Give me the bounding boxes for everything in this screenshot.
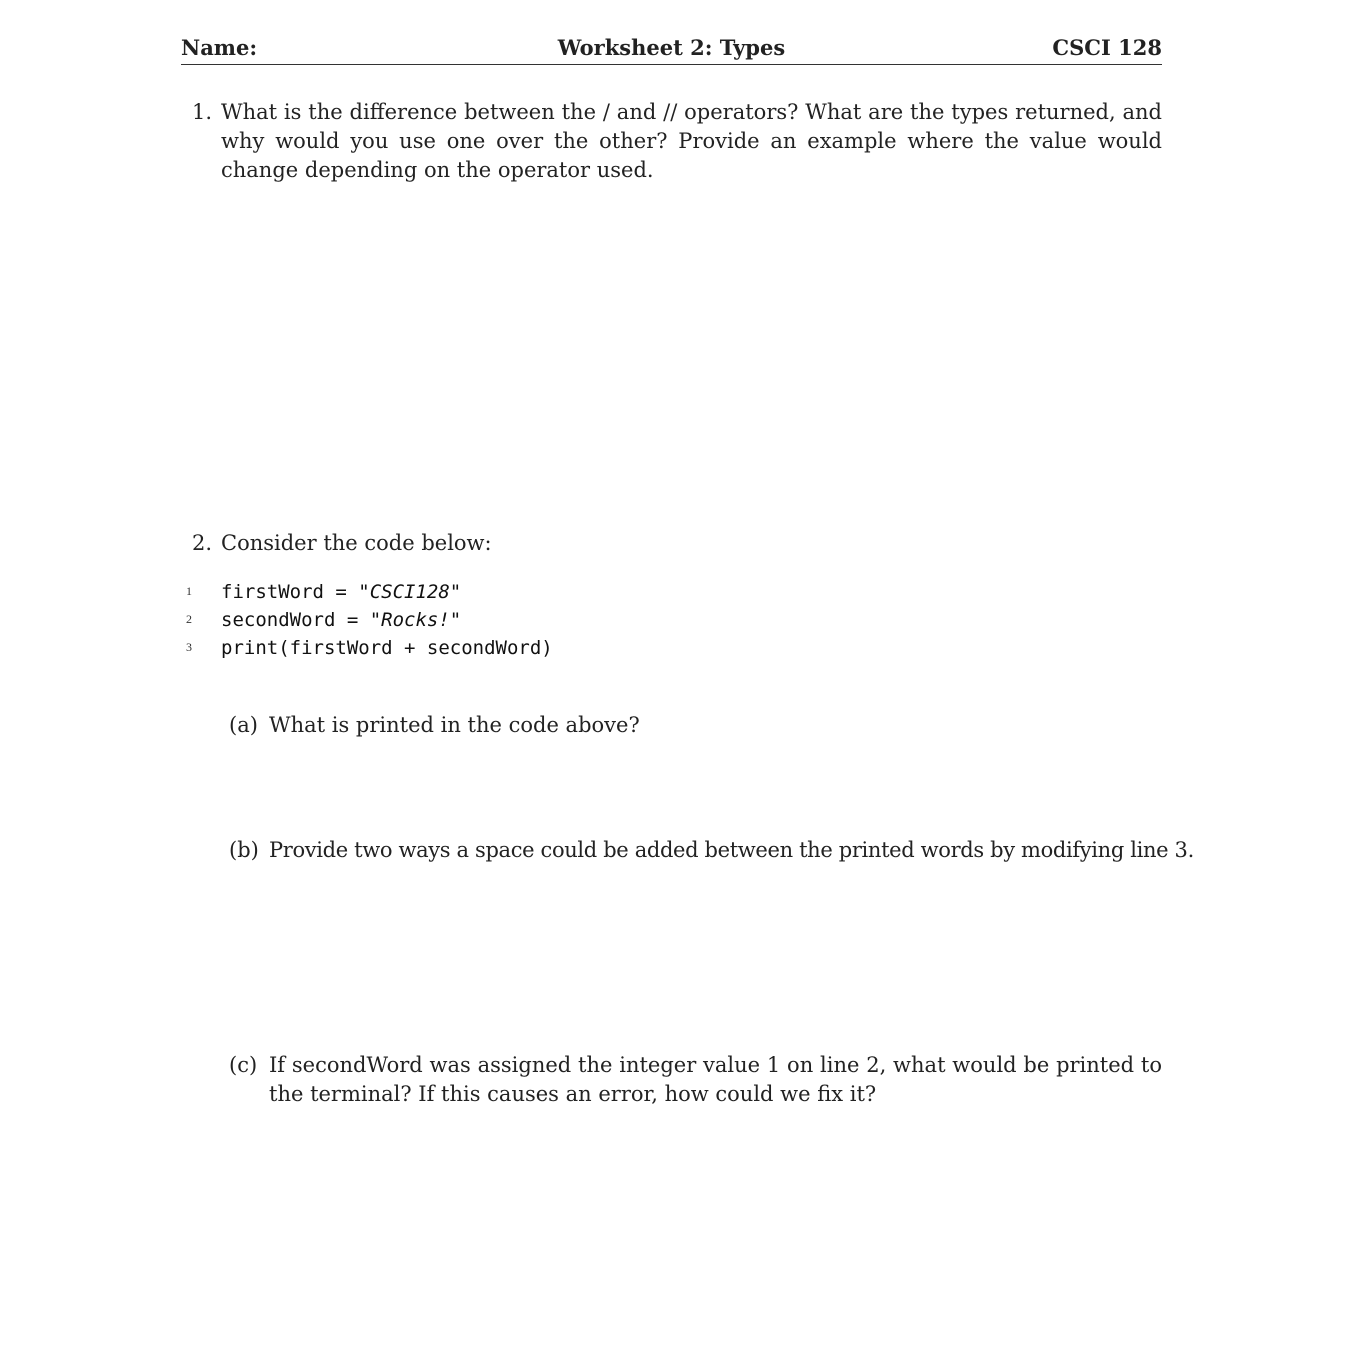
part-a-text: What is printed in the code above? xyxy=(269,713,640,737)
part-b-text: Provide two ways a space could be added between the printed words by modifying line 3. xyxy=(269,838,1194,862)
part-c-text: If secondWord was assigned the integer value 1 on line 2, what would be printed to the terminal? If this causes an error, how could we fix it? xyxy=(269,1053,1162,1106)
line-number: 3 xyxy=(186,640,192,654)
string-literal: "CSCI128" xyxy=(358,581,462,603)
line-number: 1 xyxy=(186,584,192,598)
question-1-number: 1. xyxy=(192,100,213,124)
page-header xyxy=(181,34,1162,65)
worksheet-title: Worksheet 2: Types xyxy=(557,35,786,60)
code-segment: print(firstWord + secondWord) xyxy=(221,637,553,659)
part-c-label: (c) xyxy=(229,1053,258,1077)
code-text xyxy=(221,578,461,606)
question-1-text: What is the difference between the / and // operators? What are the types returned, and why would you use one over the other? Provide an example where the value would change depending on the operator used. xyxy=(221,100,1162,182)
code-segment: secondWord = xyxy=(221,609,370,631)
code-segment: firstWord = xyxy=(221,581,359,603)
question-2-text: Consider the code below: xyxy=(221,531,492,555)
code-text xyxy=(221,634,553,662)
question-2-number: 2. xyxy=(192,531,213,555)
string-literal: "Rocks!" xyxy=(369,609,462,631)
code-text xyxy=(221,606,461,634)
course-code: CSCI 128 xyxy=(1052,35,1162,60)
part-b-label: (b) xyxy=(229,838,259,862)
name-label: Name: xyxy=(181,35,258,60)
line-number: 2 xyxy=(186,612,192,626)
part-a-label: (a) xyxy=(229,713,258,737)
